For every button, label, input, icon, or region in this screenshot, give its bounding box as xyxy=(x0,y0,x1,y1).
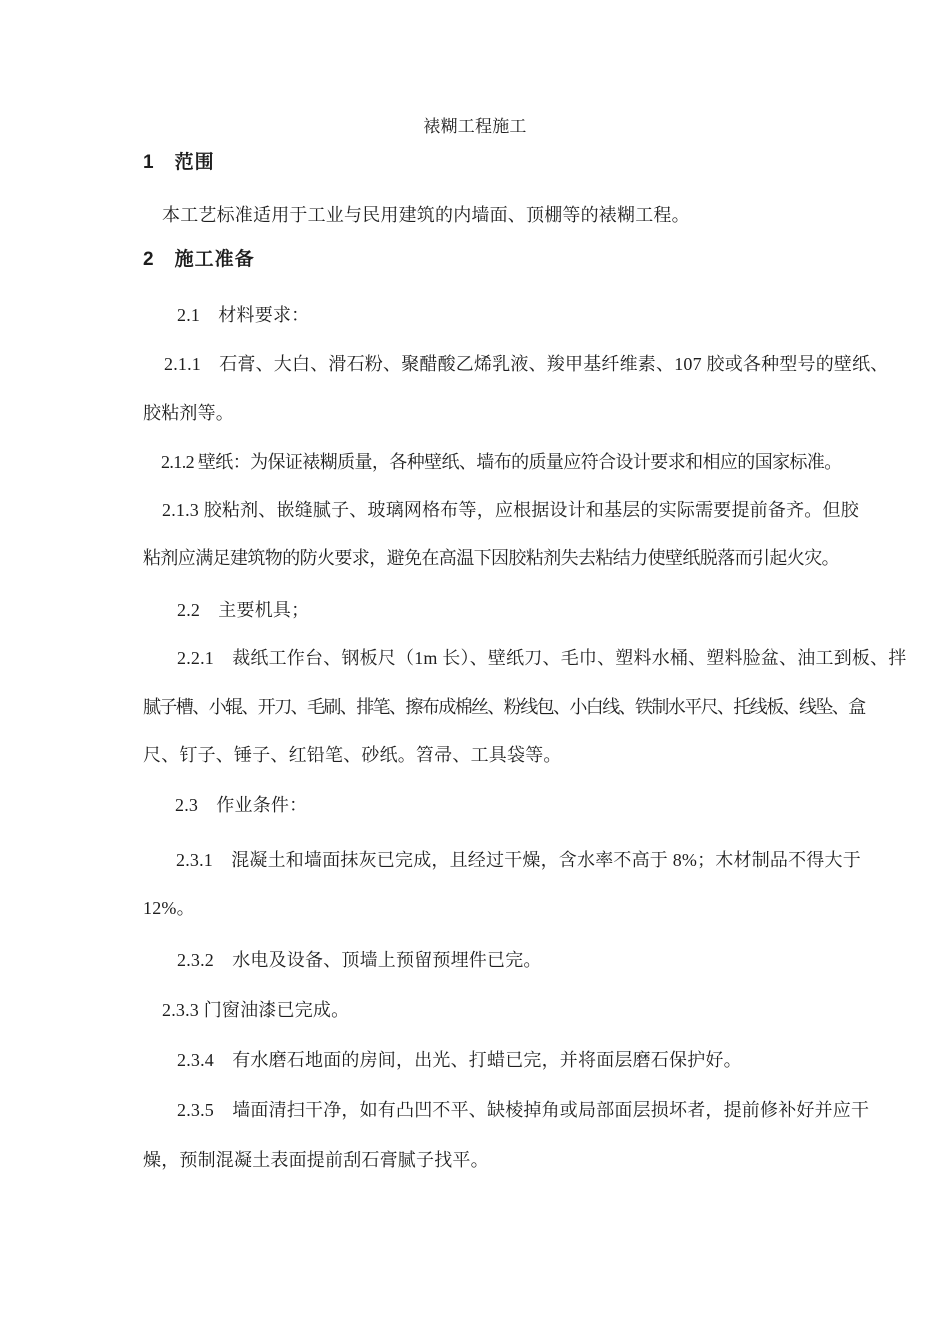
subheading-material-requirements: 2.1 材料要求： xyxy=(177,305,310,325)
document-title: 裱糊工程施工 xyxy=(423,117,527,136)
text-line: 腻子槽、小辊、开刀、毛刷、排笔、擦布成棉丝、粉线包、小白线、铁制水平尺、托线板、线坠、盒 xyxy=(143,697,865,717)
subheading-main-tools: 2.2 主要机具； xyxy=(177,600,310,620)
text-line: 胶粘剂等。 xyxy=(143,403,234,423)
subheading-work-conditions: 2.3 作业条件： xyxy=(175,795,308,815)
text-line: 2.3.2 水电及设备、顶墙上预留预埋件已完。 xyxy=(177,950,542,970)
text-line: 2.3.3 门窗油漆已完成。 xyxy=(162,1000,350,1020)
section-heading-2: 2 施工准备 xyxy=(143,249,255,270)
text-line: 粘剂应满足建筑物的防火要求，避免在高温下因胶粘剂失去粘结力使壁纸脱落而引起火灾。 xyxy=(143,548,839,568)
text-line: 12%。 xyxy=(143,898,195,918)
text-line: 2.1.1 石膏、大白、滑石粉、聚醋酸乙烯乳液、羧甲基纤维素、107 胶或各种型号的壁纸、 xyxy=(164,354,889,374)
section-heading-1: 1 范围 xyxy=(143,152,215,173)
text-line: 尺、钉子、锤子、红铅笔、砂纸。笤帚、工具袋等。 xyxy=(143,745,562,765)
text-line: 2.3.5 墙面清扫干净，如有凸凹不平、缺棱掉角或局部面层损坏者，提前修补好并应干 xyxy=(177,1100,870,1120)
text-line: 燥，预制混凝土表面提前刮石膏腻子找平。 xyxy=(143,1150,489,1170)
text-line: 2.3.4 有水磨石地面的房间，出光、打蜡已完，并将面层磨石保护好。 xyxy=(177,1050,742,1070)
text-line: 2.3.1 混凝土和墙面抹灰已完成，且经过干燥，含水率不高于 8%；木材制品不得大于 xyxy=(176,850,861,870)
text-line: 2.1.3 胶粘剂、嵌缝腻子、玻璃网格布等，应根据设计和基层的实际需要提前备齐。但胶 xyxy=(162,500,859,520)
text-line: 2.2.1 裁纸工作台、钢板尺（1m 长）、壁纸刀、毛巾、塑料水桶、塑料脸盆、油工到板、拌 xyxy=(177,648,907,668)
text-line: 2.1.2 壁纸：为保证裱糊质量，各种壁纸、墙布的质量应符合设计要求和相应的国家标准。 xyxy=(161,452,842,472)
paragraph-scope: 本工艺标准适用于工业与民用建筑的内墙面、顶棚等的裱糊工程。 xyxy=(162,205,690,225)
